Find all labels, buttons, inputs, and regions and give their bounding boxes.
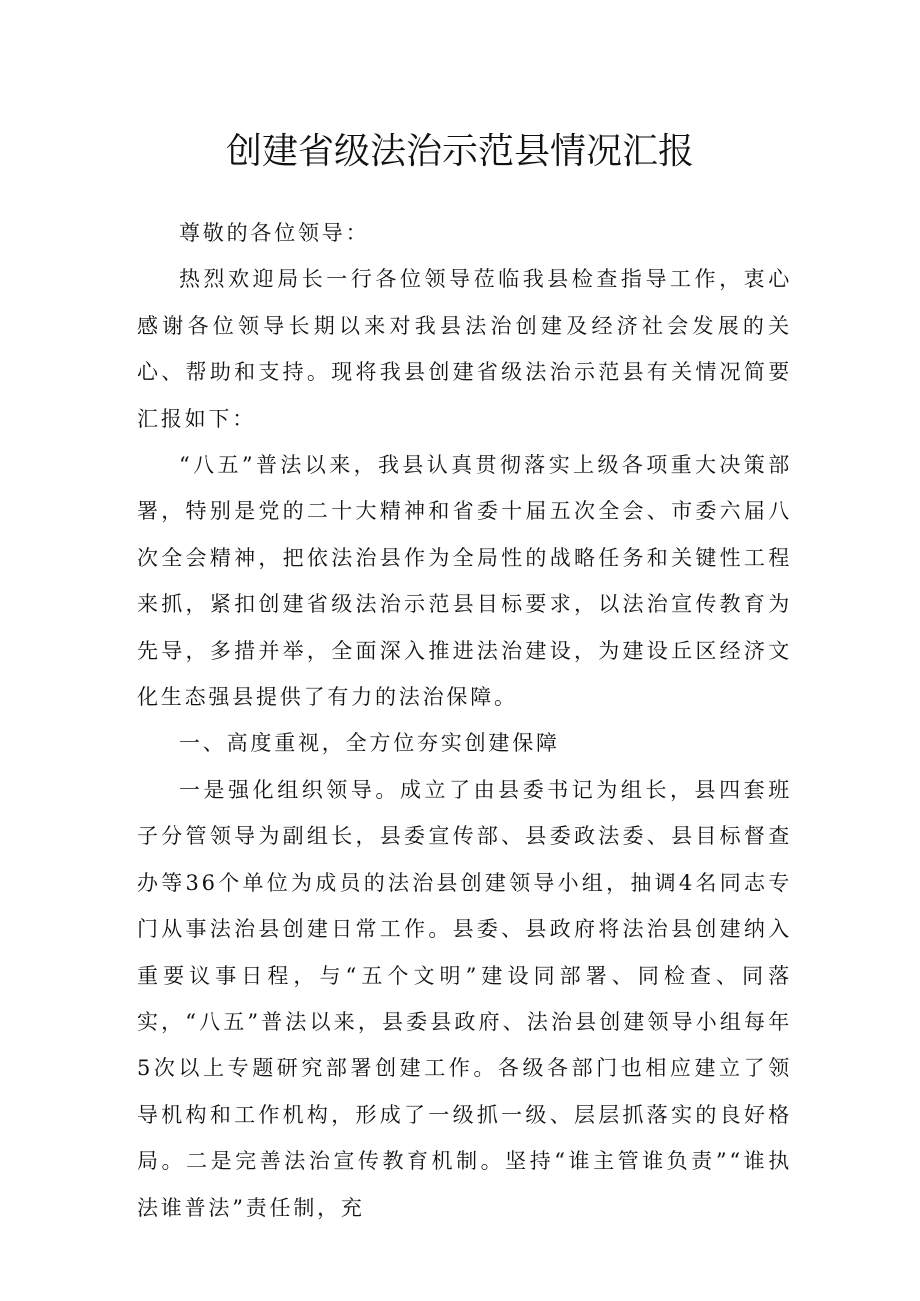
document-body xyxy=(137,210,792,1231)
section-heading: 一、高度重视，全方位夯实创建保障 xyxy=(179,731,560,756)
document-title: 创建省级法治示范县情况汇报 xyxy=(225,131,694,172)
paragraph-section-one: 一是强化组织领导。成立了由县委书记为组长，县四套班子分管领导为副组长，县委宣传部、县委政法委、县目标督查办等36个单位为成员的法治县创建领导小组，抽调4名同志专门从事法治县创建日常工作。县委、县政府将法治县创建纳入重要议事日程，与“五个文明”建设同部署、同检查、同落实，“八五”普法以来，县委县政府、法治县创建领导小组每年5次以上专题研究部署创建工作。各级各部门也相应建立了领导机构和工作机构，形成了一级抓一级、层层抓落实的良好格局。二是完善法治宣传教育机制。坚持“谁主管谁负责”“谁执法谁普法”责任制，充 xyxy=(137,777,792,1220)
salutation: 尊敬的各位领导： xyxy=(179,221,370,245)
paragraph-overview: “八五”普法以来，我县认真贯彻落实上级各项重大决策部署，特别是党的二十大精神和省委十届五次全会、市委六届八次全会精神，把依法治县作为全局性的战略任务和关键性工程来抓，紧扣创建省级法治示范县目标要求，以法治宣传教育为先导，多措并举，全面深入推进法治建设，为建设丘区经济文化生态强县提供了有力的法治保障。 xyxy=(137,453,792,710)
paragraph-welcome: 热烈欢迎局长一行各位领导莅临我县检查指导工作，衷心感谢各位领导长期以来对我县法治创建及经济社会发展的关心、帮助和支持。现将我县创建省级法治示范县有关情况简要汇报如下： xyxy=(137,267,792,431)
